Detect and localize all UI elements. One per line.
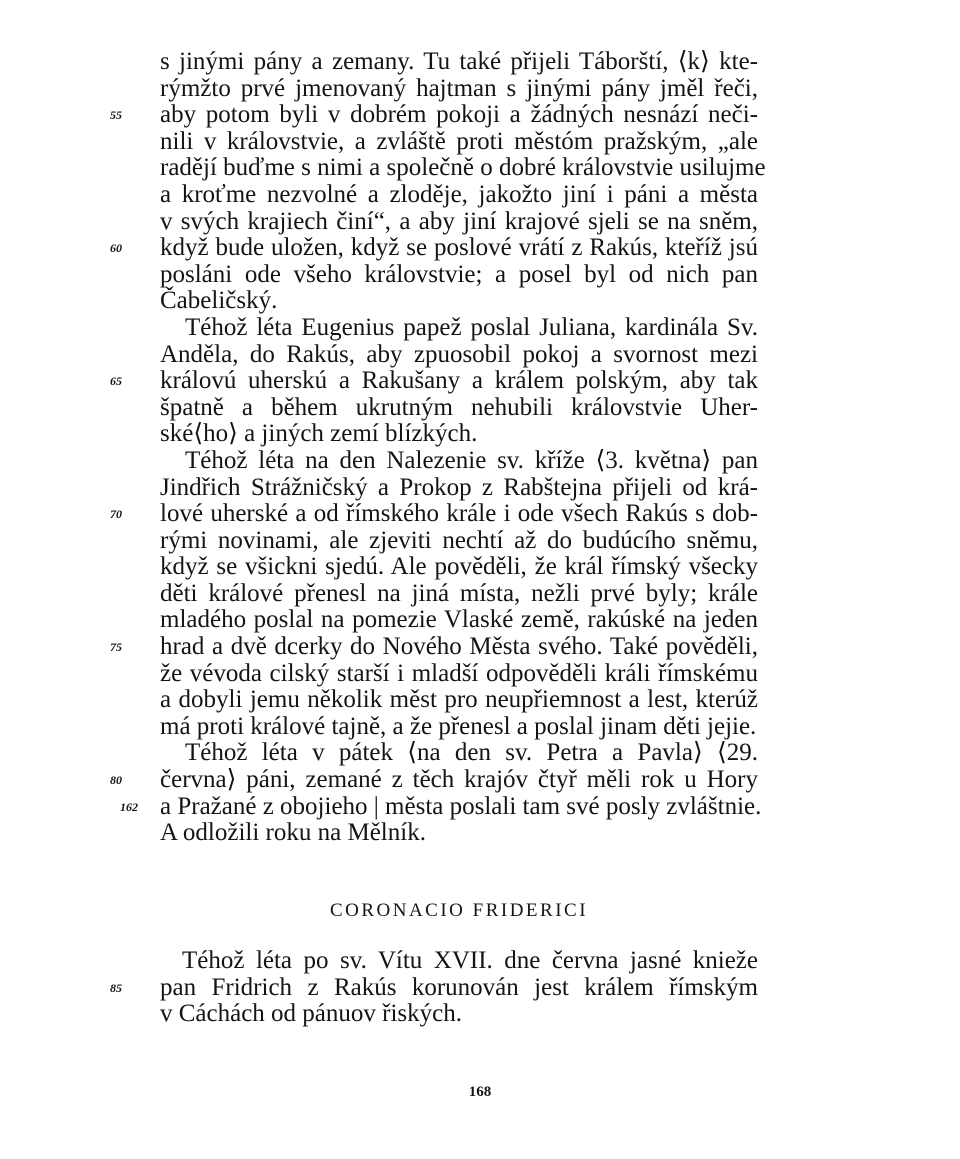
text-line bbox=[160, 661, 758, 688]
line-text: hrad a dvě dcerky do Nového Města svého. Také pověděli, bbox=[160, 633, 758, 661]
text-line bbox=[160, 342, 758, 369]
text-line bbox=[110, 973, 758, 1002]
line-text: v svých krajiech činí“, a aby jiní krajové sjeli se na sněm, bbox=[160, 207, 758, 235]
text-line bbox=[160, 315, 758, 342]
line-number: 80 bbox=[110, 773, 122, 788]
line-text: Jindřich Strážničský a Prokop z Rabštejna přijeli od krá- bbox=[160, 473, 758, 501]
text-line bbox=[120, 792, 762, 821]
line-text: rými novinami, ale zjeviti nechtí až do budúcího sněmu, bbox=[160, 526, 758, 554]
text-line bbox=[160, 182, 758, 209]
text-line bbox=[160, 1001, 758, 1028]
line-text: června⟩ páni, zemané z těch krajóv čtyř měli rok u Hory bbox=[160, 766, 758, 794]
line-text: a dobyli jemu několik měst pro neupřiemnost a lest, kterúž bbox=[160, 686, 758, 714]
text-line bbox=[110, 766, 758, 794]
page-number: 168 bbox=[468, 1084, 492, 1100]
line-text: Čabeličský. bbox=[160, 287, 278, 315]
line-text: lové uherské a od římského krále i ode všech Rakús s dob- bbox=[160, 500, 758, 528]
text-line bbox=[160, 948, 758, 975]
text-line bbox=[160, 820, 758, 847]
line-text: když bude uložen, když se poslové vrátí z Rakús, kteříž jsú bbox=[160, 234, 758, 262]
text-line bbox=[160, 209, 758, 236]
text-line bbox=[160, 395, 758, 422]
line-text: nili v královstvie, a zvláště proti městóm pražským, „ale bbox=[160, 127, 758, 155]
line-text: Anděla, do Rakús, aby zpuosobil pokoj a svornost mezi bbox=[160, 340, 758, 368]
line-number: 70 bbox=[110, 507, 122, 522]
text-line bbox=[110, 234, 758, 262]
line-number: 60 bbox=[110, 241, 122, 256]
text-line bbox=[110, 101, 758, 129]
main-text-block bbox=[110, 48, 766, 847]
text-line bbox=[160, 154, 766, 182]
line-text: posláni ode všeho královstvie; a posel byl od nich pan bbox=[160, 260, 758, 288]
line-text: radějí buďme s nimi a společně o dobré královstvie usilujme bbox=[160, 154, 766, 182]
line-text: rýmžto prvé jmenovaný hajtman s jinými pány jměl řeči, bbox=[160, 74, 758, 102]
text-line bbox=[160, 740, 758, 767]
text-line bbox=[110, 633, 758, 661]
text-line bbox=[160, 129, 758, 156]
line-text: a Pražané z obojieho | města poslali tam své posly zvláštnie. bbox=[160, 792, 762, 820]
line-number: 55 bbox=[110, 108, 122, 123]
line-text: s jinými pány a zemany. Tu také přijeli Táborští, ⟨k⟩ kte- bbox=[160, 48, 758, 75]
line-text: v Cáchách od pánuov řiských. bbox=[160, 1000, 463, 1028]
text-line bbox=[160, 554, 758, 581]
text-line bbox=[160, 475, 758, 502]
line-text: má proti králové tajně, a že přenesl a poslal jinam děti jejie. bbox=[160, 712, 757, 740]
line-text: děti králové přenesl na jiná místa, nežli prvé byly; krále bbox=[160, 579, 758, 607]
line-number: 65 bbox=[110, 374, 122, 389]
line-text: Téhož léta na den Nalezenie sv. kříže ⟨3. května⟩ pan bbox=[185, 446, 758, 474]
text-line bbox=[110, 500, 758, 528]
line-text: pan Fridrich z Rakús korunován jest králem římským bbox=[160, 973, 758, 1001]
line-number: 85 bbox=[110, 980, 122, 995]
text-line bbox=[160, 581, 758, 608]
line-text: špatně a během ukrutným nehubili královstvie Uher- bbox=[160, 393, 758, 421]
text-line bbox=[160, 528, 758, 555]
text-line bbox=[160, 714, 758, 741]
text-line bbox=[110, 367, 758, 395]
text-line bbox=[160, 262, 758, 289]
text-line bbox=[160, 687, 758, 714]
line-text: královú uherskú a Rakušany a králem polským, aby tak bbox=[160, 367, 758, 395]
text-line bbox=[160, 288, 758, 315]
text-line bbox=[160, 49, 758, 76]
line-text: A odložili roku na Mělník. bbox=[160, 819, 426, 847]
line-text: že vévoda cilský starší i mladší odpověděli králi římskému bbox=[160, 659, 758, 687]
text-line bbox=[160, 607, 758, 634]
text-line bbox=[160, 76, 758, 103]
text-line bbox=[160, 421, 758, 448]
line-text: Téhož léta v pátek ⟨na den sv. Petra a Pavla⟩ ⟨29. bbox=[185, 739, 758, 767]
section-text-block bbox=[110, 947, 758, 1028]
line-text: Téhož léta po sv. Vítu XVII. dne června jasné knieže bbox=[182, 947, 758, 974]
line-text: aby potom byli v dobrém pokoji a žádných nesnází neči- bbox=[160, 101, 758, 129]
line-number: 75 bbox=[110, 640, 122, 655]
line-text: a kroťme nezvolné a zloděje, jakožto jiní i páni a města bbox=[160, 180, 758, 208]
source-page-reference: 162 bbox=[120, 799, 138, 814]
line-text: mladého poslal na pomezie Vlaské země, rakúské na jeden bbox=[160, 606, 758, 634]
line-text: když se všickni sjedú. Ale pověděli, že král římský všecky bbox=[160, 553, 758, 581]
line-text: ské⟨ho⟩ a jiných zemí blízkých. bbox=[160, 420, 478, 448]
text-line bbox=[160, 448, 758, 475]
section-heading: CORONACIO FRIDERICI bbox=[329, 900, 589, 921]
line-text: Téhož léta Eugenius papež poslal Juliana, kardinála Sv. bbox=[185, 313, 758, 341]
